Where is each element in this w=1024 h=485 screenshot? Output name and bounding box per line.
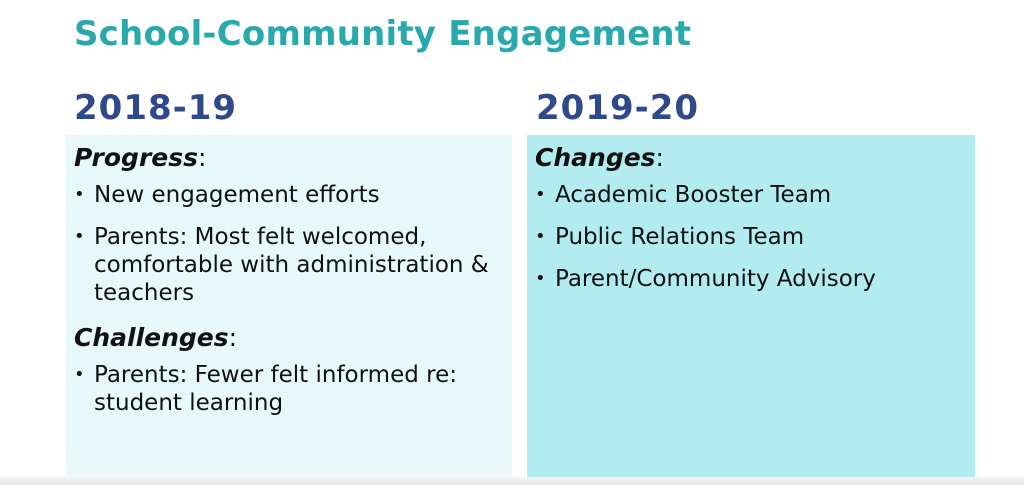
list-item: • Parent/Community Advisory xyxy=(535,266,876,292)
list-item: • Public Relations Team xyxy=(535,224,805,250)
year-heading-left: 2018-19 xyxy=(74,88,238,128)
list-item: • Parents: Most felt welcomed, comfortable with administration & teachers xyxy=(74,224,489,306)
section-label-challenges: Challenges: xyxy=(74,323,238,352)
bullet-icon: • xyxy=(74,364,85,385)
bullet-icon: • xyxy=(535,226,546,247)
bullet-list-progress xyxy=(74,181,502,307)
bullet-list-challenges xyxy=(74,361,502,417)
bullet-icon: • xyxy=(535,184,546,205)
section-label-changes: Changes: xyxy=(535,143,664,172)
list-item: • New engagement efforts xyxy=(74,182,380,208)
bullet-icon: • xyxy=(74,226,85,247)
year-heading-right: 2019-20 xyxy=(536,88,700,128)
bullet-icon: • xyxy=(74,184,85,205)
list-item: • Parents: Fewer felt informed re: student learning xyxy=(74,362,457,416)
bullet-icon: • xyxy=(535,268,546,289)
slide-title: School-Community Engagement xyxy=(74,14,692,54)
bullet-list-changes xyxy=(535,181,965,293)
panel-right xyxy=(527,135,975,478)
bottom-shade xyxy=(0,477,1024,485)
list-item: • Academic Booster Team xyxy=(535,182,832,208)
section-label-progress: Progress: xyxy=(74,143,207,172)
panel-left xyxy=(66,135,512,478)
